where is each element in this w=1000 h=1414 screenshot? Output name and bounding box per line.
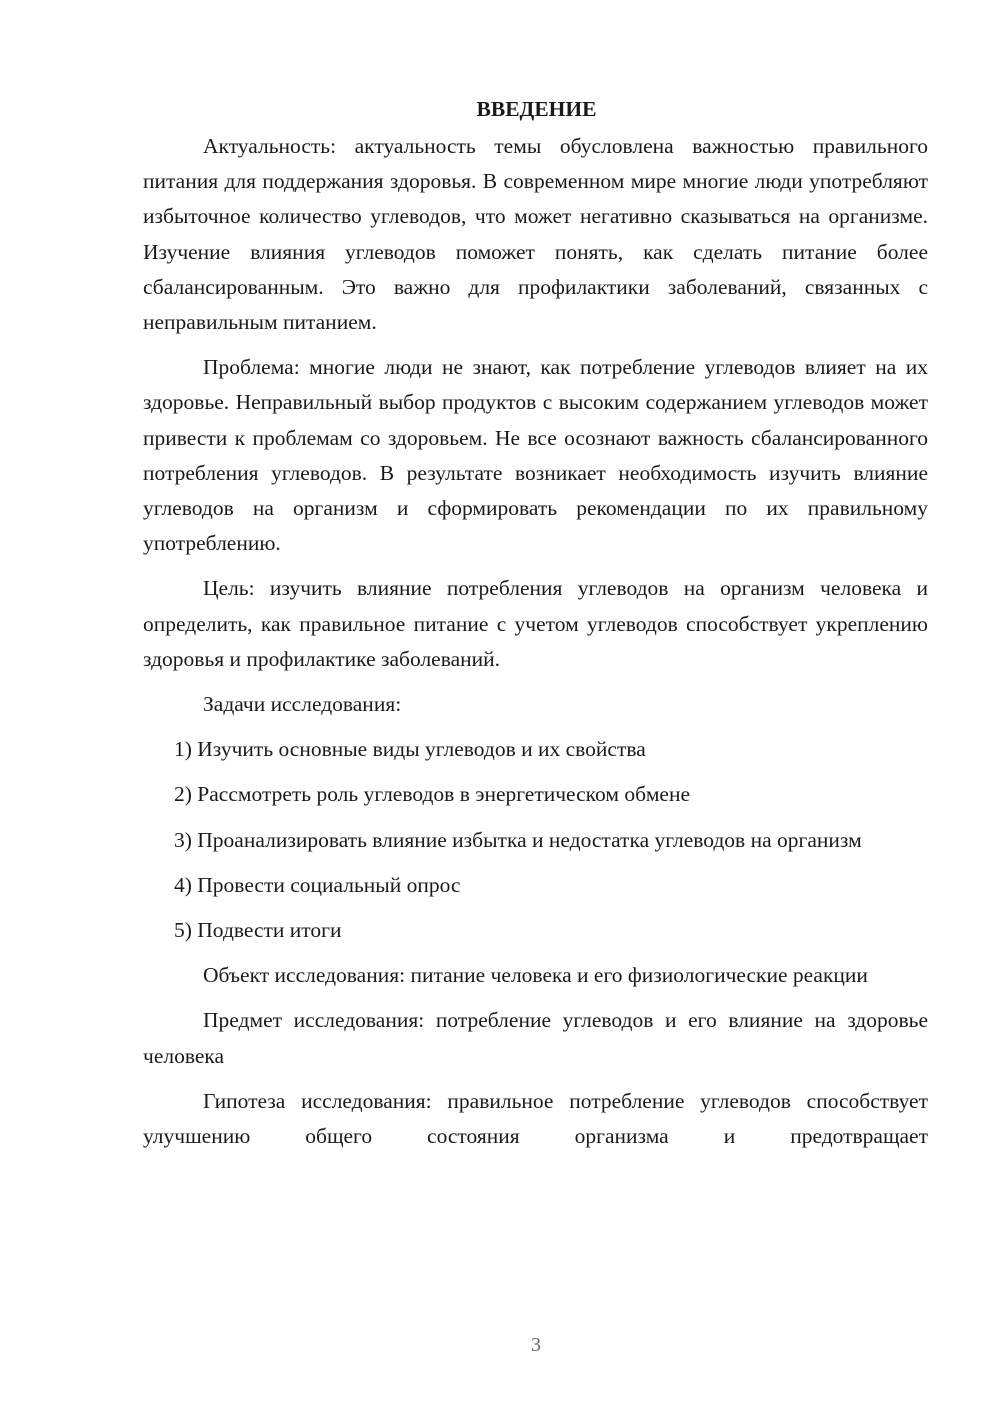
document-page (143, 92, 928, 1164)
task-item-4: 4) Провести социальный опрос (174, 872, 461, 897)
task-item-2: 2) Рассмотреть роль углеводов в энергетическом обмене (174, 782, 691, 807)
paragraph-goal: Цель: изучить влияние потребления углеводов на организм человека и определить, как правильное питание с учетом углеводов способствует укреплению здоровья и профилактике заболеваний. (143, 576, 928, 671)
paragraph-subject: Предмет исследования: потребление углеводов и его влияние на здоровье человека (143, 1008, 928, 1068)
section-title: ВВЕДЕНИЕ (476, 97, 597, 121)
task-item-3: 3) Проанализировать влияние избытка и недостатка углеводов на организм (174, 827, 862, 852)
task-item-1: 1) Изучить основные виды углеводов и их свойства (174, 737, 646, 762)
task-item-5: 5) Подвести итоги (174, 918, 342, 943)
paragraph-relevance: Актуальность: актуальность темы обусловлена важностью правильного питания для поддержания здоровья. В современном мире многие люди употребляют избыточное количество углеводов, что может негативно сказываться на организме. Изучение влияния углеводов поможет понять, как сделать питание более сбалансированным. Это важно для профилактики заболеваний, связанных с неправильным питанием. (143, 134, 928, 335)
page-number: 3 (531, 1334, 541, 1356)
tasks-heading: Задачи исследования: (203, 692, 402, 717)
paragraph-object: Объект исследования: питание человека и его физиологические реакции (203, 963, 868, 988)
paragraph-hypothesis: Гипотеза исследования: правильное потребление углеводов способствует улучшению общего состояния организма и предотвращает (143, 1088, 928, 1149)
paragraph-problem: Проблема: многие люди не знают, как потребление углеводов влияет на их здоровье. Неправильный выбор продуктов с высоким содержанием углеводов может привести к проблемам со здоровьем. Не все осознают важность сбалансированного потребления углеводов. В результате возникает необходимость изучить влияние углеводов на организм и сформировать рекомендации по их правильному употреблению. (143, 355, 928, 556)
